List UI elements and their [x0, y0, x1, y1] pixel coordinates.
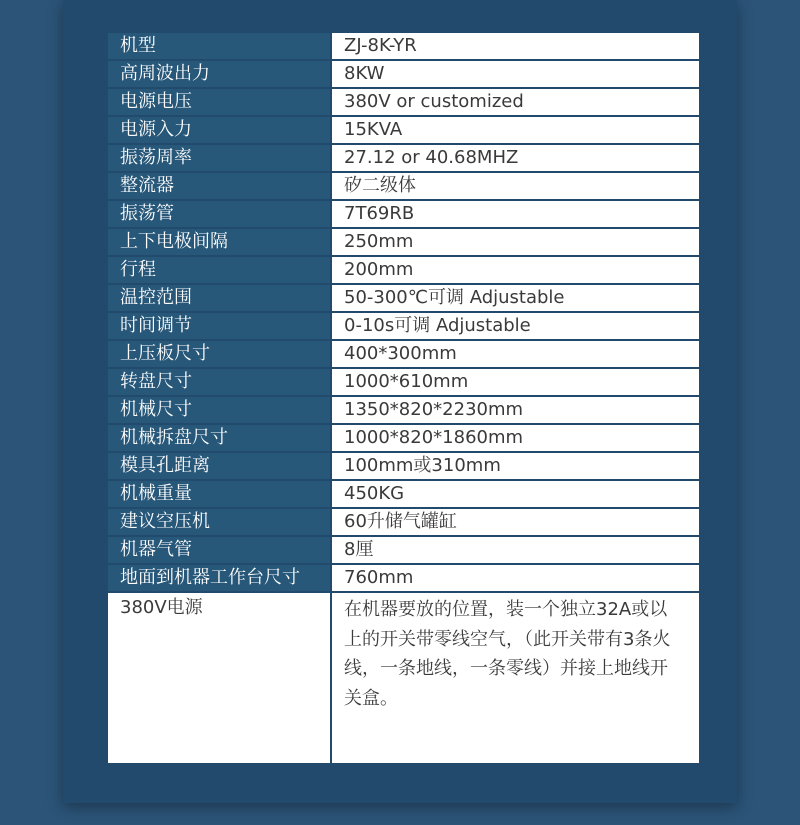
- spec-table-body: [107, 32, 700, 764]
- spec-value: 1350*820*2230mm: [331, 396, 700, 424]
- spec-row: [107, 508, 700, 536]
- spec-row: [107, 424, 700, 452]
- spec-value: 400*300mm: [331, 340, 700, 368]
- spec-label: 行程: [107, 256, 331, 284]
- spec-label: 机型: [107, 32, 331, 60]
- spec-label: 机械重量: [107, 480, 331, 508]
- spec-value: 7T69RB: [331, 200, 700, 228]
- spec-value: 8KW: [331, 60, 700, 88]
- power-note-label: 380V电源: [107, 592, 331, 764]
- spec-label: 上压板尺寸: [107, 340, 331, 368]
- spec-row: [107, 564, 700, 592]
- spec-row: [107, 340, 700, 368]
- spec-label: 机械拆盘尺寸: [107, 424, 331, 452]
- spec-row: [107, 368, 700, 396]
- spec-row: [107, 172, 700, 200]
- spec-row: [107, 144, 700, 172]
- spec-value: ZJ-8K-YR: [331, 32, 700, 60]
- spec-label: 时间调节: [107, 312, 331, 340]
- spec-row: [107, 60, 700, 88]
- spec-row: [107, 116, 700, 144]
- spec-value: 0-10s可调 Adjustable: [331, 312, 700, 340]
- spec-label: 地面到机器工作台尺寸: [107, 564, 331, 592]
- spec-value: 760mm: [331, 564, 700, 592]
- spec-row: [107, 312, 700, 340]
- spec-value: 1000*610mm: [331, 368, 700, 396]
- spec-row: [107, 536, 700, 564]
- spec-label: 上下电极间隔: [107, 228, 331, 256]
- spec-value: 200mm: [331, 256, 700, 284]
- spec-value: 15KVA: [331, 116, 700, 144]
- spec-value: 450KG: [331, 480, 700, 508]
- spec-row: [107, 256, 700, 284]
- spec-label: 模具孔距离: [107, 452, 331, 480]
- spec-label: 建议空压机: [107, 508, 331, 536]
- spec-value: 60升储气罐缸: [331, 508, 700, 536]
- spec-label: 转盘尺寸: [107, 368, 331, 396]
- spec-label: 振荡管: [107, 200, 331, 228]
- spec-row: [107, 396, 700, 424]
- spec-value: 380V or customized: [331, 88, 700, 116]
- spec-row: [107, 284, 700, 312]
- spec-label: 振荡周率: [107, 144, 331, 172]
- spec-value: 27.12 or 40.68MHZ: [331, 144, 700, 172]
- spec-row: [107, 228, 700, 256]
- spec-row: [107, 480, 700, 508]
- spec-value: 100mm或310mm: [331, 452, 700, 480]
- spec-label: 机器气管: [107, 536, 331, 564]
- spec-value: 250mm: [331, 228, 700, 256]
- spec-label: 温控范围: [107, 284, 331, 312]
- spec-table: [106, 31, 701, 765]
- spec-value: 1000*820*1860mm: [331, 424, 700, 452]
- spec-value: 8厘: [331, 536, 700, 564]
- spec-label: 整流器: [107, 172, 331, 200]
- spec-row: [107, 32, 700, 60]
- power-note-text: 在机器要放的位置，装一个独立32A或以上的开关带零线空气，（此开关带有3条火线，一条地线，一条零线）并接上地线开关盒。: [331, 592, 700, 764]
- spec-row: [107, 200, 700, 228]
- spec-label: 电源入力: [107, 116, 331, 144]
- spec-value: 矽二级体: [331, 172, 700, 200]
- spec-row: [107, 452, 700, 480]
- power-note-row: [107, 592, 700, 764]
- spec-value: 50-300℃可调 Adjustable: [331, 284, 700, 312]
- spec-label: 电源电压: [107, 88, 331, 116]
- spec-row: [107, 88, 700, 116]
- spec-label: 机械尺寸: [107, 396, 331, 424]
- spec-label: 高周波出力: [107, 60, 331, 88]
